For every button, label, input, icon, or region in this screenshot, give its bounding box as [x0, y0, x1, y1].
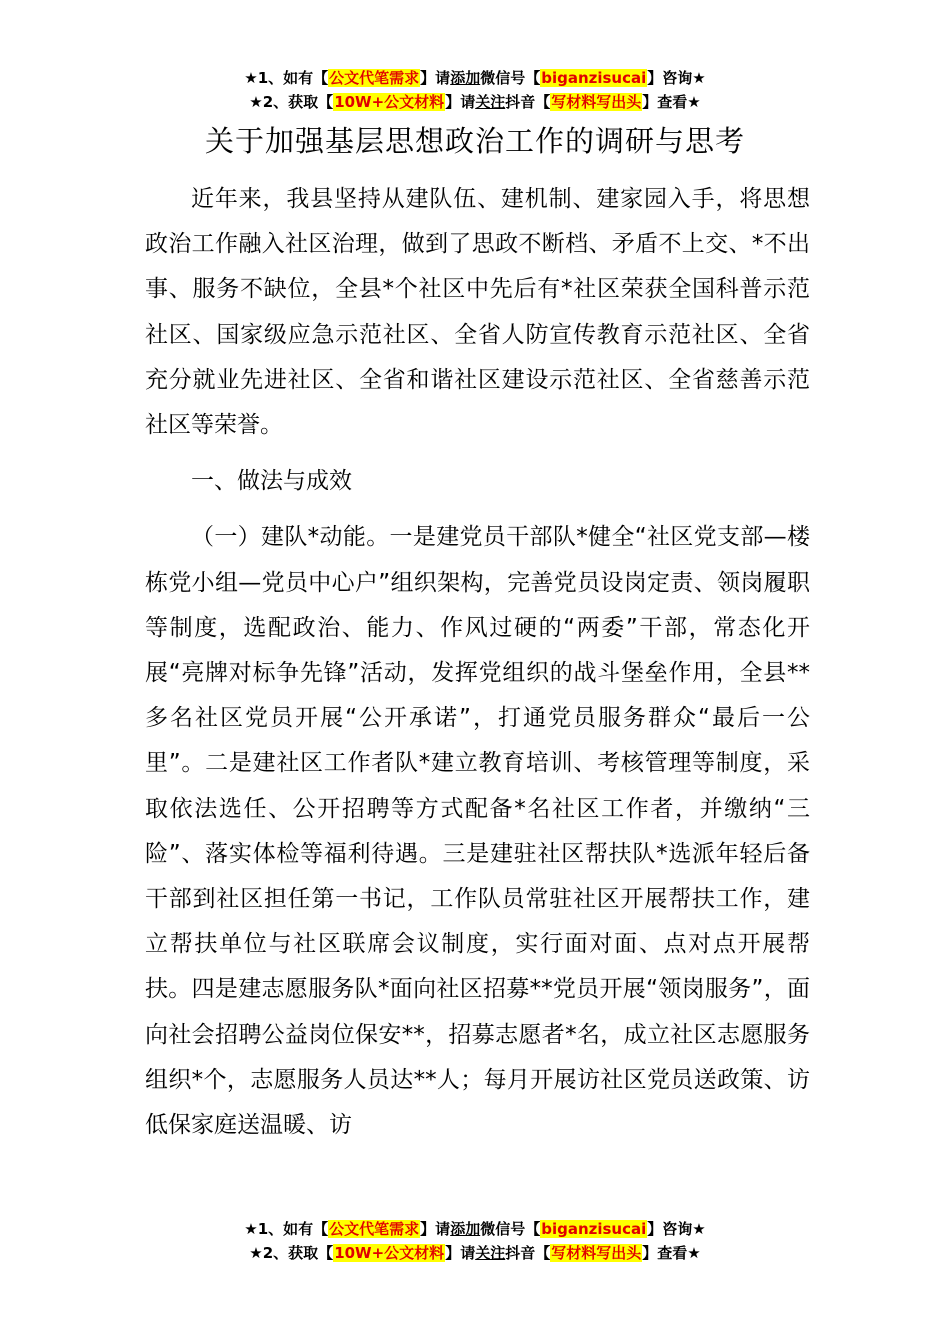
banner-text: ★2、获取【 [249, 93, 334, 111]
banner-text: 】咨询★ [647, 69, 706, 87]
underlined-text: 关注 [475, 1244, 506, 1262]
highlight-materials: 10W+公文材料 [334, 1244, 445, 1262]
underlined-text: 添加 [450, 1220, 481, 1238]
highlight-wechat-id: biganzisucai [541, 1220, 647, 1238]
highlight-douyin: 写材料写出头 [551, 93, 642, 111]
underlined-text: 关注 [475, 93, 506, 111]
banner-text: ★1、如有【 [244, 1220, 329, 1238]
banner-text: 微信号【 [480, 69, 541, 87]
underlined-text: 添加 [450, 69, 481, 87]
section-heading: 一、做法与成效 [191, 468, 352, 495]
banner-text: 】请 [445, 1244, 476, 1262]
banner-line-1 [0, 66, 950, 90]
banner-text: 】请 [420, 69, 451, 87]
document-body [145, 177, 810, 1148]
banner-text: 微信号【 [480, 1220, 541, 1238]
banner-text: 】咨询★ [647, 1220, 706, 1238]
banner-text: 】查看★ [642, 1244, 701, 1262]
highlight-douyin: 写材料写出头 [551, 1244, 642, 1262]
banner-text: ★2、获取【 [249, 1244, 334, 1262]
banner-text: 抖音【 [505, 93, 551, 111]
paragraph-intro: 近年来，我县坚持从建队伍、建机制、建家园入手，将思想政治工作融入社区治理，做到了思政不断档、矛盾不上交、*不出事、服务不缺位，全县*个社区中先后有*社区荣获全国科普示范社区、国家级应急示范社区、全省人防宣传教育示范社区、全省充分就业先进社区、全省和谐社区建设示范社区、全省慈善示范社区等荣誉。 [145, 186, 810, 439]
header-banner [0, 66, 950, 114]
banner-line-2 [0, 90, 950, 114]
highlight-materials: 10W+公文材料 [334, 93, 445, 111]
document-title: 关于加强基层思想政治工作的调研与思考 [204, 124, 745, 158]
footer-banner [0, 1217, 950, 1265]
banner-text: 】请 [420, 1220, 451, 1238]
banner-text: 】查看★ [642, 93, 701, 111]
banner-text: ★1、如有【 [244, 69, 329, 87]
banner-text: 抖音【 [505, 1244, 551, 1262]
highlight-service: 公文代笔需求 [329, 69, 420, 87]
banner-text: 】请 [445, 93, 476, 111]
banner-line-1 [0, 1217, 950, 1241]
highlight-wechat-id: biganzisucai [541, 69, 647, 87]
highlight-service: 公文代笔需求 [329, 1220, 420, 1238]
paragraph-section-1: （一）建队*动能。一是建党员干部队*健全“社区党支部—楼栋党小组—党员中心户”组织架构，完善党员设岗定责、领岗履职等制度，选配政治、能力、作风过硬的“两委”干部，常态化开展“亮牌对标争先锋”活动，发挥党组织的战斗堡垒作用，全县**多名社区党员开展“公开承诺”，打通党员服务群众“最后一公里”。二是建社区工作者队*建立教育培训、考核管理等制度，采取依法选任、公开招聘等方式配备*名社区工作者，并缴纳“三险”、落实体检等福利待遇。三是建驻社区帮扶队*选派年轻后备干部到社区担任第一书记，工作队员常驻社区开展帮扶工作，建立帮扶单位与社区联席会议制度，实行面对面、点对点开展帮扶。四是建志愿服务队*面向社区招募**党员开展“领岗服务”，面向社会招聘公益岗位保安**，招募志愿者*名，成立社区志愿服务组织*个，志愿服务人员达**人；每月开展访社区党员送政策、访低保家庭送温暖、访 [145, 524, 810, 1139]
banner-line-2 [0, 1241, 950, 1265]
